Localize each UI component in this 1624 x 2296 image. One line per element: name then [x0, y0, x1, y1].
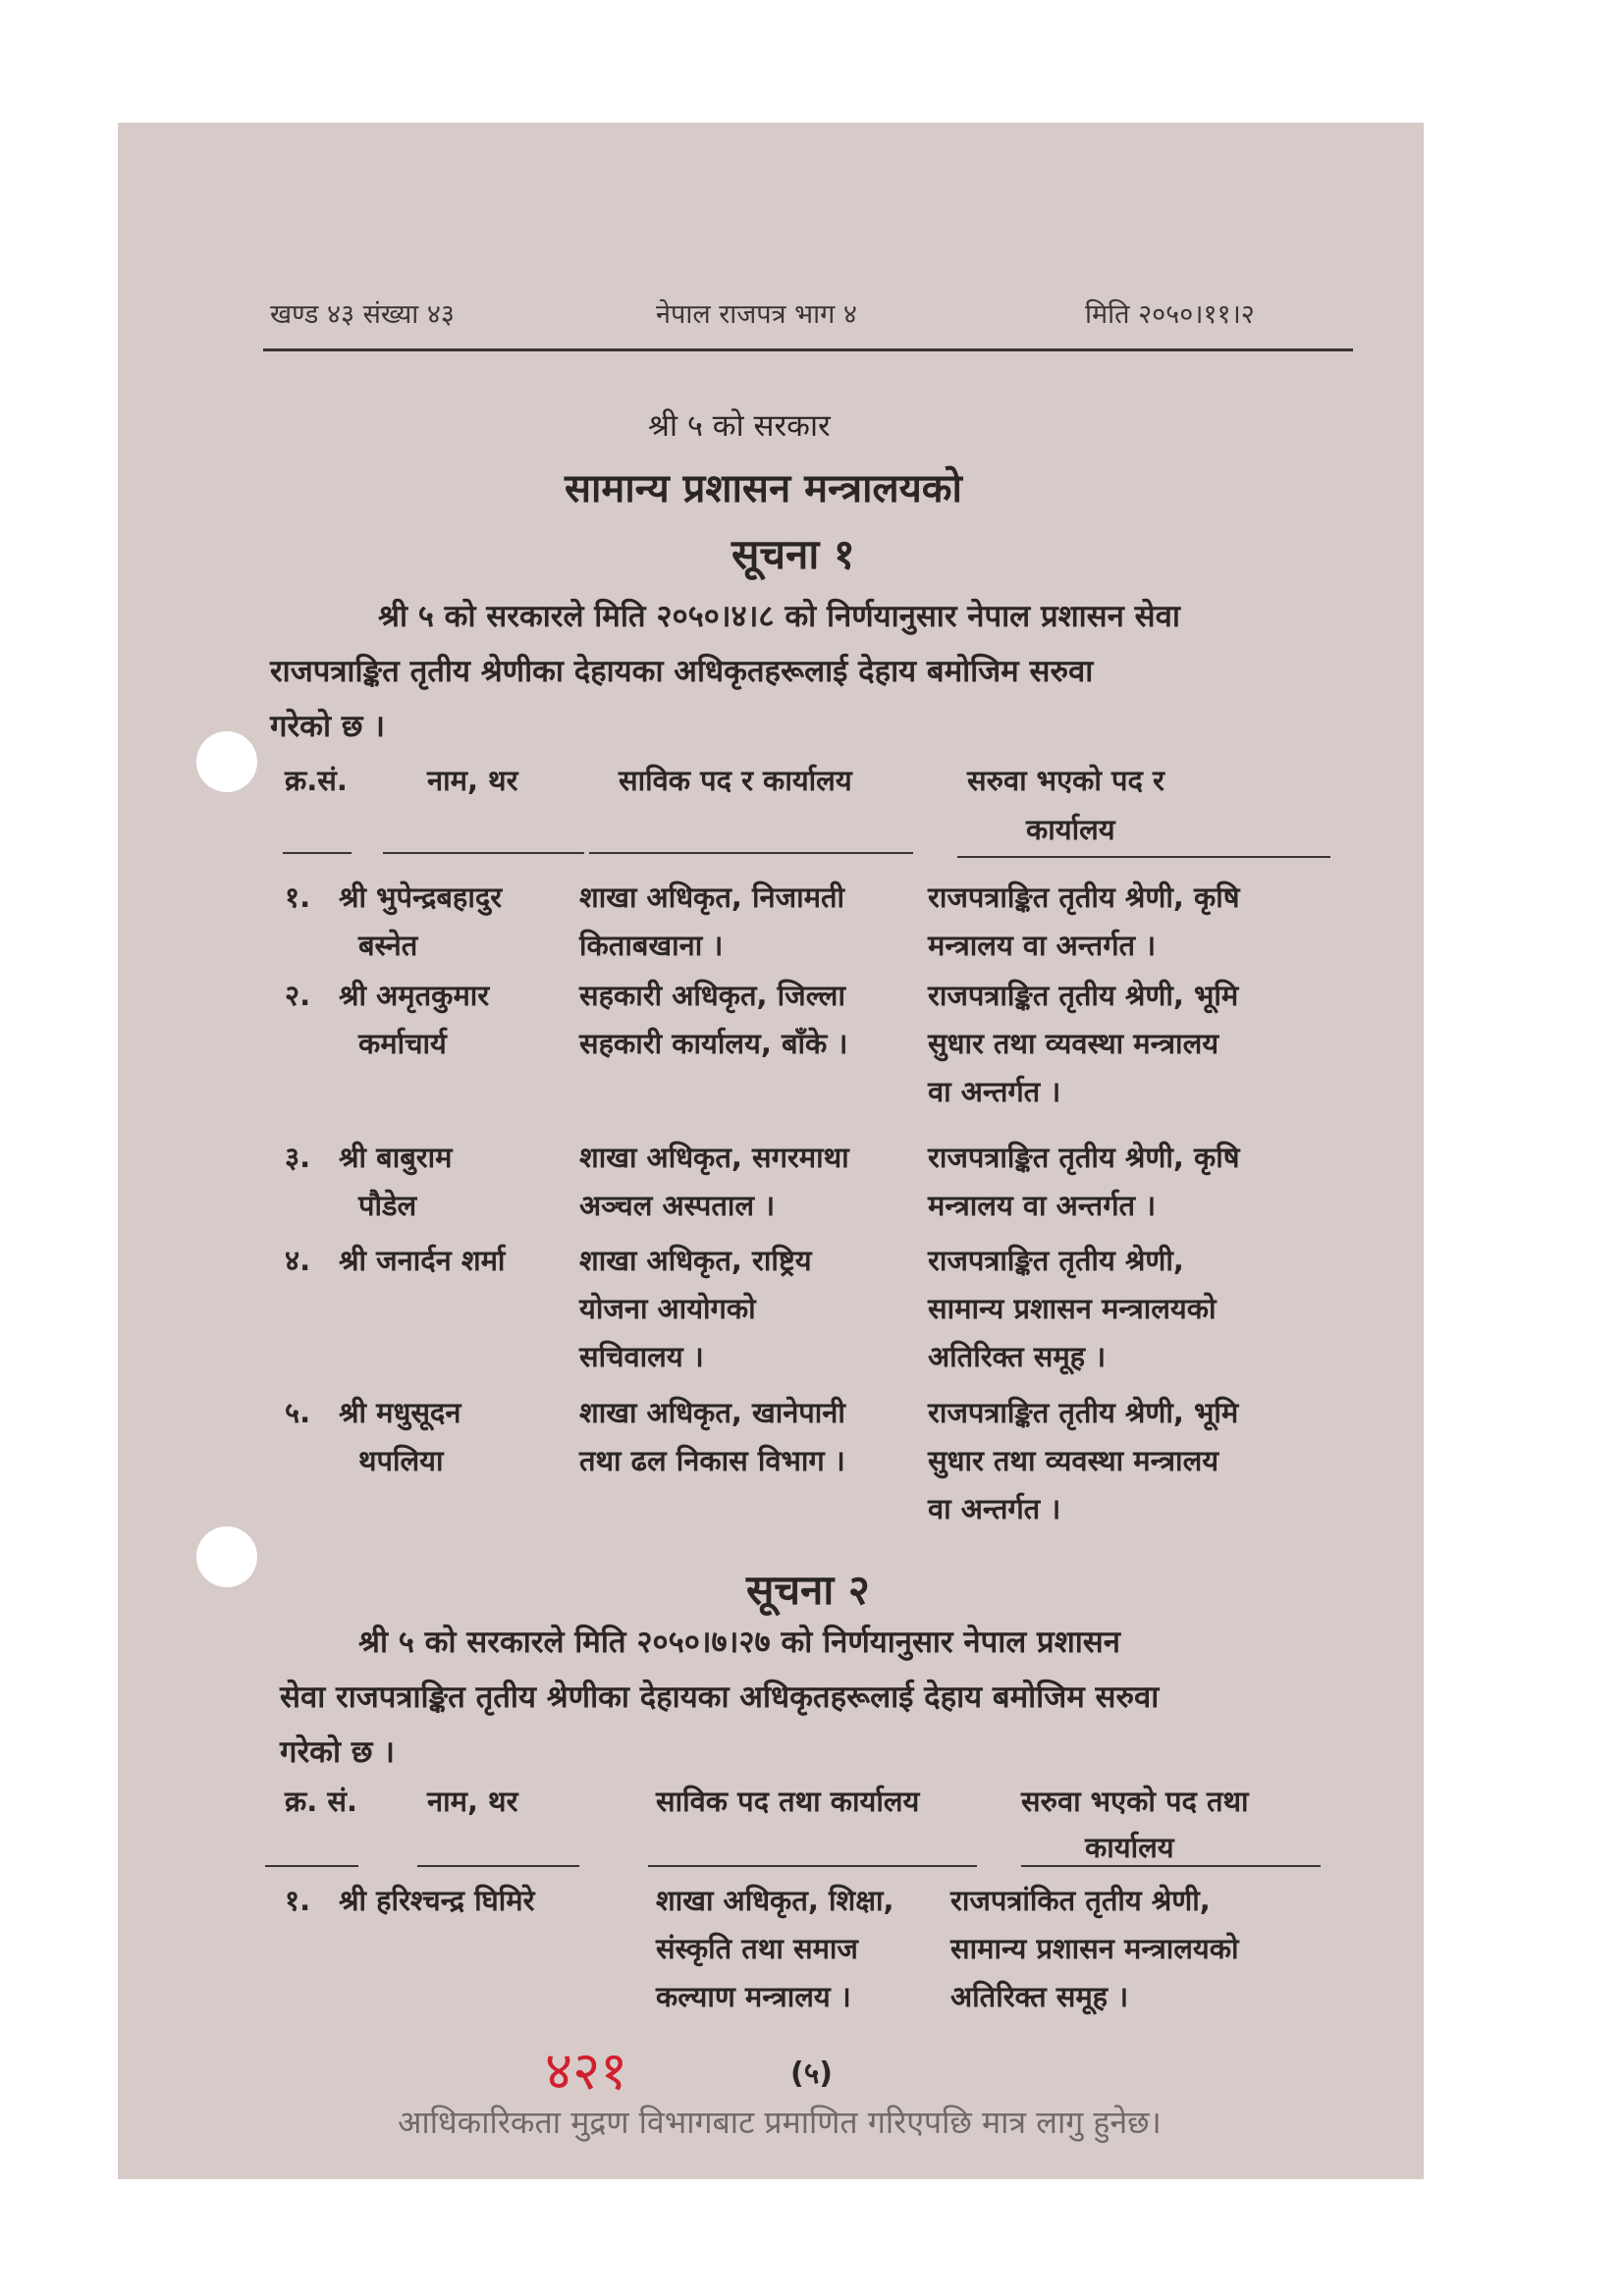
n1-row-4-prev-line: शाखा अधिकृत, राष्ट्रिय — [579, 1244, 812, 1277]
n2-row-1-name-line: श्री हरिश्चन्द्र घिमिरे — [339, 1884, 535, 1917]
n1-row-2-prev — [579, 972, 847, 1068]
n2-row-1-sn: १. — [285, 1884, 311, 1917]
n1-row-3-new-line: मन्त्रालय वा अन्तर्गत । — [928, 1189, 1157, 1222]
n2-row-1-new-line: सामान्य प्रशासन मन्त्रालयको — [950, 1932, 1239, 1965]
n2-row-1-new — [950, 1877, 1239, 2021]
n1-row-1-name-line: श्री भुपेन्द्रबहादुर — [339, 881, 503, 914]
n1-row-1-prev-line: शाखा अधिकृत, निजामती — [579, 881, 844, 914]
n1-row-2-name — [339, 972, 489, 1068]
n1-header-sn: क्र.सं. — [285, 764, 348, 797]
n2-row-1-name — [339, 1877, 534, 1925]
n2-rule-new — [1021, 1865, 1321, 1867]
government-title: श्री ५ को सरकार — [648, 408, 831, 444]
n1-row-5-new-line: वा अन्तर्गत । — [928, 1492, 1061, 1525]
n2-header-new-2: कार्यालय — [1085, 1831, 1174, 1864]
header-gazette-title: नेपाल राजपत्र भाग ४ — [656, 299, 857, 330]
n1-row-2-new — [928, 972, 1238, 1116]
n1-row-4-new-line: सामान्य प्रशासन मन्त्रालयको — [928, 1292, 1217, 1325]
n1-row-1-name — [339, 874, 502, 970]
n1-row-5-prev — [579, 1389, 845, 1485]
n1-row-4-name — [339, 1237, 505, 1285]
n1-rule-sn — [283, 852, 352, 854]
ministry-title: सामान्य प्रशासन मन्त्रालयको — [565, 466, 962, 511]
n2-row-1-prev — [656, 1877, 894, 2021]
n1-row-4-prev — [579, 1237, 812, 1381]
n1-row-4-name-line: श्री जनार्दन शर्मा — [339, 1244, 506, 1277]
n1-rule-new — [957, 856, 1330, 858]
n1-row-2-prev-line: सहकारी कार्यालय, बाँके । — [579, 1027, 848, 1060]
n1-row-5-name-line: थपलिया — [358, 1444, 444, 1477]
n2-header-prev: साविक पद तथा कार्यालय — [656, 1785, 920, 1818]
n1-row-5-new-line: राजपत्राङ्कित तृतीय श्रेणी, भूमि — [928, 1396, 1239, 1429]
n2-row-1-new-line: अतिरिक्त समूह । — [950, 1980, 1129, 2013]
n1-rule-prev — [589, 852, 913, 854]
n2-rule-name — [417, 1865, 579, 1867]
n1-row-3-name-line: पौडेल — [358, 1189, 417, 1222]
n1-header-name: नाम, थर — [427, 764, 518, 797]
notice-1-paragraph: श्री ५ को सरकारले मिति २०५०।४।८ को निर्णयानुसार नेपाल प्रशासन सेवा राजपत्राङ्कित तृतीय श्रेणीका देहायका अधिकृतहरूलाई देहाय बमोजिम सरुवा गरेको छ । — [270, 599, 1180, 744]
n2-row-1-prev-line: संस्कृति तथा समाज — [656, 1932, 858, 1965]
n1-row-4-new-line: अतिरिक्त समूह । — [928, 1340, 1107, 1373]
n1-row-3-prev-line: शाखा अधिकृत, सगरमाथा — [579, 1141, 849, 1174]
n1-row-5-sn: ५. — [285, 1396, 311, 1429]
n2-header-name: नाम, थर — [427, 1785, 518, 1818]
n2-row-1-new-line: राजपत्रांकित तृतीय श्रेणी, — [950, 1884, 1211, 1917]
handwritten-page-number: ४२१ — [545, 2040, 628, 2102]
n1-row-2-name-line: कर्माचार्य — [358, 1027, 447, 1060]
n1-row-3-name-line: श्री बाबुराम — [339, 1141, 453, 1174]
n1-row-4-prev-line: सचिवालय । — [579, 1340, 704, 1373]
notice-1-title: सूचना १ — [731, 530, 855, 578]
n1-row-3-prev-line: अञ्चल अस्पताल । — [579, 1189, 776, 1222]
header-rule — [263, 348, 1353, 351]
n1-row-1-new-line: मन्त्रालय वा अन्तर्गत । — [928, 929, 1157, 962]
notice-2-paragraph: श्री ५ को सरकारले मिति २०५०।७।२७ को निर्णयानुसार नेपाल प्रशासन सेवा राजपत्राङ्कित तृतीय श्रेणीका देहायका अधिकृतहरूलाई देहाय बमोजिम सरुवा गरेको छ । — [280, 1625, 1160, 1770]
n1-row-5-new — [928, 1389, 1238, 1533]
n1-row-2-new-line: वा अन्तर्गत । — [928, 1075, 1061, 1108]
n1-row-3-prev — [579, 1134, 849, 1230]
n2-header-new-1: सरुवा भएको पद तथा — [1021, 1785, 1249, 1818]
n1-row-1-prev — [579, 874, 844, 970]
header-date: मिति २०५०।११।२ — [1085, 299, 1255, 330]
n1-header-new-2: कार्यालय — [1026, 813, 1115, 846]
n1-row-3-new — [928, 1134, 1240, 1230]
n1-row-5-name — [339, 1389, 460, 1485]
notice-2-title: सूचना २ — [746, 1566, 870, 1614]
printed-page-number: (५) — [790, 2056, 834, 2091]
n1-row-5-prev-line: तथा ढल निकास विभाग । — [579, 1444, 845, 1477]
punch-hole-top — [196, 731, 257, 792]
n1-row-4-prev-line: योजना आयोगको — [579, 1292, 756, 1325]
n1-header-prev: साविक पद र कार्यालय — [619, 764, 852, 797]
header-volume-issue: खण्ड ४३ संख्या ४३ — [270, 299, 455, 330]
n1-row-2-new-line: सुधार तथा व्यवस्था मन्त्रालय — [928, 1027, 1219, 1060]
n2-header-sn: क्र. सं. — [285, 1785, 358, 1818]
n1-row-5-prev-line: शाखा अधिकृत, खानेपानी — [579, 1396, 845, 1429]
n1-row-1-name-line: बस्नेत — [358, 929, 418, 962]
n1-row-5-name-line: श्री मधुसूदन — [339, 1396, 461, 1429]
n1-rule-name — [383, 852, 584, 854]
n2-row-1-prev-line: शाखा अधिकृत, शिक्षा, — [656, 1884, 894, 1917]
n1-row-1-new-line: राजपत्राङ्कित तृतीय श्रेणी, कृषि — [928, 881, 1240, 914]
n2-row-1-prev-line: कल्याण मन्त्रालय । — [656, 1980, 851, 2013]
n1-row-5-new-line: सुधार तथा व्यवस्था मन्त्रालय — [928, 1444, 1219, 1477]
n2-rule-sn — [265, 1865, 358, 1867]
authentication-stamp-text: आधिकारिकता मुद्रण विभागबाट प्रमाणित गरिएपछि मात्र लागु हुनेछ। — [398, 2104, 1162, 2141]
n1-row-4-new — [928, 1237, 1217, 1381]
punch-hole-bottom — [196, 1526, 257, 1587]
n1-row-3-name — [339, 1134, 452, 1230]
n1-row-2-new-line: राजपत्राङ्कित तृतीय श्रेणी, भूमि — [928, 979, 1239, 1012]
n1-header-new-1: सरुवा भएको पद र — [967, 764, 1164, 797]
n1-row-3-sn: ३. — [285, 1141, 311, 1174]
n1-row-2-sn: २. — [285, 979, 311, 1012]
n1-row-4-sn: ४. — [285, 1244, 311, 1277]
n1-row-2-name-line: श्री अमृतकुमार — [339, 979, 490, 1012]
n1-row-1-sn: १. — [285, 881, 311, 914]
n1-row-1-new — [928, 874, 1240, 970]
n1-row-2-prev-line: सहकारी अधिकृत, जिल्ला — [579, 979, 845, 1012]
n1-row-1-prev-line: किताबखाना । — [579, 929, 724, 962]
n2-rule-prev — [648, 1865, 977, 1867]
n1-row-4-new-line: राजपत्राङ्कित तृतीय श्रेणी, — [928, 1244, 1184, 1277]
n1-row-3-new-line: राजपत्राङ्कित तृतीय श्रेणी, कृषि — [928, 1141, 1240, 1174]
